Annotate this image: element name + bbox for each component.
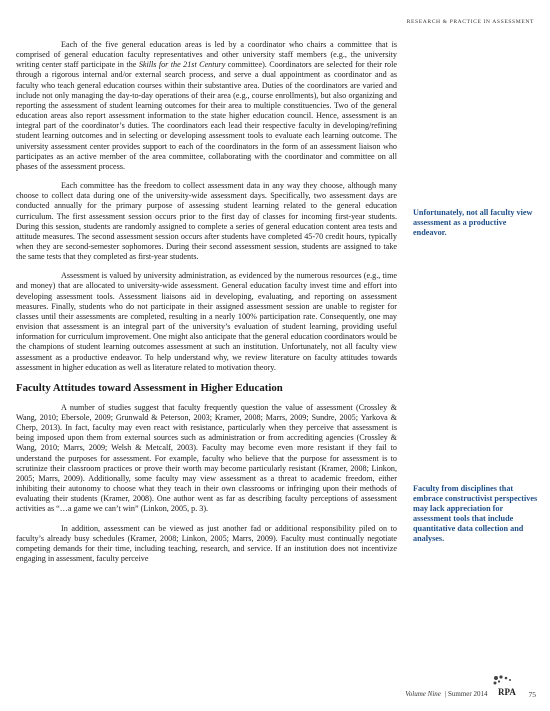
paragraph-text: Each of the five general education areas is led by a coordinator who chairs a committee that is comprised of general education faculty representatives and other university staff members (e.g., the university writing center staff participate in the <box>16 40 397 70</box>
volume-label: Volume Nine <box>405 690 441 698</box>
pull-quote-2: Faculty from disciplines that embrace constructivist perspectives may lack appreciation for assessment tools that include quantitative data collection and analyses. <box>413 484 538 544</box>
section-heading: Faculty Attitudes toward Assessment in Higher Education <box>16 381 283 394</box>
committee-name: Skills for the 21st Century <box>138 60 226 70</box>
article-body <box>16 40 397 573</box>
page-number: 75 <box>528 689 536 699</box>
paragraph-assessment-days: Each committee has the freedom to collect assessment data in any way they choose, although many choose to collect data during one of the university-wide assessment days. Specifically, two assessment days are conducted annually for the primary purpose of assessing student learning related to the general education curriculum. The first assessment session occurs prior to the first day of classes for incoming first-year students. During this session, students are randomly assigned to complete a series of general education content area tests and attitude measures. The second assessment session occurs after students have completed 45-70 credit hours, typically when they are second-semester sophomores. During their second assessment session, students are assigned to take the same tests that they completed as first-year students. <box>16 181 397 262</box>
paragraph-faculty-value: A number of studies suggest that faculty frequently question the value of assessment (Crossley & Wang, 2010; Ebersole, 2009; Grunwald & Peterson, 2003; Kramer, 2008; Marrs, 2009; Sundre, 2005; Yarkova & Cherp, 2013). In fact, faculty may even react with resistance, particularly when they perceive that assessment is being imposed upon them from external sources such as administration or from accrediting agencies (Crossley & Wang, 2010; Marrs, 2009; Welsh & Metcalf, 2003). Faculty may become even more resistant if they fail to understand the purposes for assessment. For example, faculty who believe that the purpose for assessment is to scrutinize their classroom practices or prove their worth may become particularly resistant (Kramer, 2008; Linkon, 2005; Marrs, 2009). Additionally, some faculty may view assessment as a threat to academic freedom, either inhibiting their autonomy to choose what they teach in their own classrooms or infringing upon their methods of evaluating their students (Kramer, 2008). One author went as far as describing faculty perceptions of assessment activities as “…a game we can’t win” (Linkon, 2005, p. 3). <box>16 402 397 514</box>
page-footer <box>405 687 536 701</box>
rpa-logo-icon <box>492 683 522 705</box>
issue-label: | Summer 2014 <box>444 690 488 698</box>
paragraph-text: committee). Coordinators are selected for their role through a rigorous internal and/or external search process, and serve a dual appointment as coordinator and as faculty who teach general education courses within their substantive area. Duties of the coordinators are varied and include not only managing the day-to-day operations of their area (e.g., course enrollments), but also organizing and reporting the assessment of student learning outcomes for their area to multiple constituencies. Two of the general education areas also report assessment information to the state higher education council. Hence, assessment is an integral part of the coordinator’s duties. The coordinators each lead their respective faculty in developing/refining student learning outcomes and in selecting or developing assessment tools to evaluate each learning outcome. The university assessment center provides support to each of the coordinators in the form of an assessment liaison who participates as an active member of the area committee, collaborating with the coordinator and committee on all phases of the assessment process. <box>16 60 397 171</box>
paragraph-assessment-valued: Assessment is valued by university administration, as evidenced by the numerous resources (e.g., time and money) that are allocated to university-wide assessment. General education faculty invest time and effort into developing assessment tools. Assessment liaisons aid in developing, evaluating, and reporting on assessment measures. Finally, students who do not participate in their assigned assessment session are unable to register for classes until their assessments are completed, resulting in a nearly 100% participation rate. Consequently, one may envision that assessment is an integral part of the university’s evaluation of student learning, providing useful information for curriculum improvement. One might also anticipate that the general education coordinators would be the champions of student learning outcomes assessment at such an institution. Unfortunately, not all faculty view assessment as a productive endeavor. To help understand why, we review literature on faculty attitudes towards assessment in higher education as well as literature related to motivation theory. <box>16 271 397 372</box>
running-header: RESEARCH & PRACTICE IN ASSESSMENT <box>406 19 534 25</box>
paragraph-coordinators <box>16 40 397 172</box>
paragraph-fad: In addition, assessment can be viewed as just another fad or additional responsibility piled on to faculty’s already busy schedules (Kramer, 2008; Linkon, 2005; Marrs, 2009). Faculty must continually negotiate competing demands for their time, including teaching, research, and service. If an institution does not incentivize engaging in assessment, faculty perceive <box>16 523 397 564</box>
pull-quote-1: Unfortunately, not all faculty view assessment as a productive endeavor. <box>413 208 533 238</box>
svg-text:RPA: RPA <box>497 687 516 697</box>
